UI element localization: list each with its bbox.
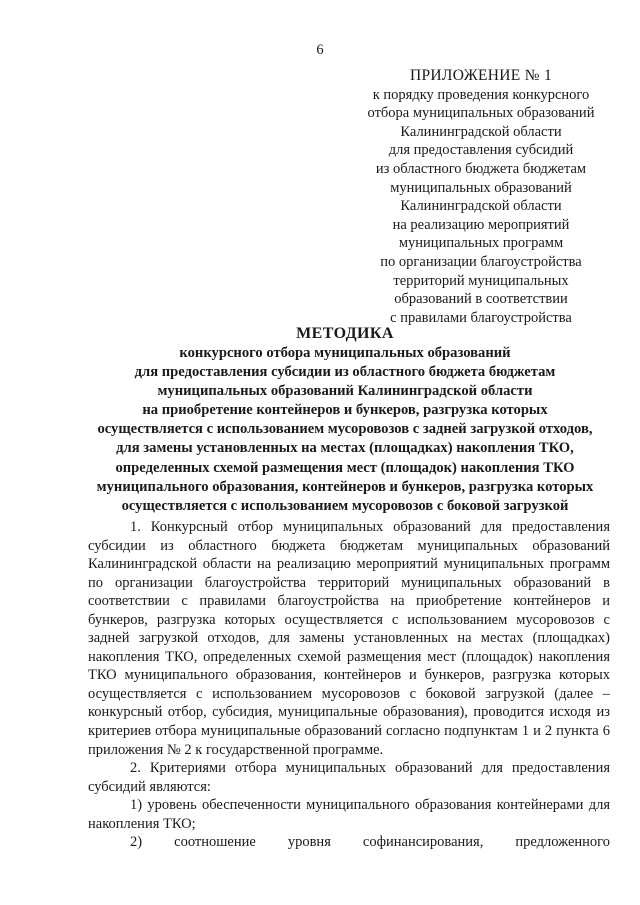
title-line: конкурсного отбора муниципальных образований (179, 345, 511, 361)
appendix-line: для предоставления субсидий (388, 142, 574, 159)
page-number: 6 (316, 42, 324, 58)
appendix-title: ПРИЛОЖЕНИЕ № 1 (409, 67, 553, 84)
title-line: на приобретение контейнеров и бункеров, разгрузка которых (142, 402, 548, 419)
appendix-line: образований в соответствии (394, 291, 568, 308)
title-line: определенных схемой размещения мест (площадок) накопления ТКО (115, 459, 575, 476)
appendix-line: к порядку проведения конкурсного (372, 86, 590, 103)
appendix-line: муниципальных программ (398, 235, 564, 252)
appendix-header (340, 67, 622, 327)
appendix-line: из областного бюджета бюджетам (375, 160, 587, 177)
appendix-line: отбора муниципальных образований (367, 105, 595, 122)
title-main: МЕТОДИКА (296, 325, 394, 342)
title-line: осуществляется с использованием мусоровозов с боковой загрузкой (121, 497, 569, 514)
paragraph-1: 1. Конкурсный отбор муниципальных образований для предоставления субсидии из областного бюджета бюджетам муниципальных образований Калининградской области на реализацию мероприятий муниципальных программ по организации благоустройства территорий муниципальных образований в соответствии с правилами благоустройства на приобретение контейнеров и бункеров, разгрузка которых осуществляется с использованием мусоровозов с задней загрузкой отходов, для замены установленных на местах (площадках) накопления ТКО, определенных схемой размещения мест (площадок) накопления ТКО муниципального образования, контейнеров и бункеров, разгрузка которых осуществляется с использованием мусоровозов с боковой загрузкой (далее – конкурсный отбор, субсидия, муниципальные образования), проводится исходя из критериев отбора муниципальные образований согласно подпунктам 1 и 2 пункта 6 приложения № 2 к государственной программе. (88, 519, 610, 758)
paragraph-4: 2) соотношение уровня софинансирования, предложенного (130, 834, 610, 851)
appendix-line: территорий муниципальных (393, 272, 569, 289)
document-title (82, 324, 608, 516)
title-line: осуществляется с использованием мусоровозов с задней загрузкой отходов, (97, 421, 593, 438)
title-line: муниципального образования, контейнеров и бункеров, разгрузка которых (96, 478, 594, 495)
title-line: муниципальных образований Калининградской области (157, 383, 533, 400)
title-line: для предоставления субсидии из областного бюджета бюджетам (134, 364, 556, 381)
appendix-line: по организации благоустройства (380, 253, 582, 270)
paragraph-3: 1) уровень обеспеченности муниципального образования контейнерами для накопления ТКО; (88, 797, 610, 832)
appendix-line: с правилами благоустройства (390, 309, 572, 326)
appendix-line: Калининградской области (400, 198, 562, 215)
appendix-line: муниципальных образований (390, 179, 572, 196)
paragraph-2: 2. Критериями отбора муниципальных образований для предоставления субсидий являются: (88, 760, 610, 795)
appendix-line: Калининградской области (400, 123, 562, 140)
appendix-line: на реализацию мероприятий (392, 216, 570, 233)
title-line: для замены установленных на местах (площадках) накопления ТКО, (116, 440, 574, 457)
document-body (88, 518, 610, 852)
